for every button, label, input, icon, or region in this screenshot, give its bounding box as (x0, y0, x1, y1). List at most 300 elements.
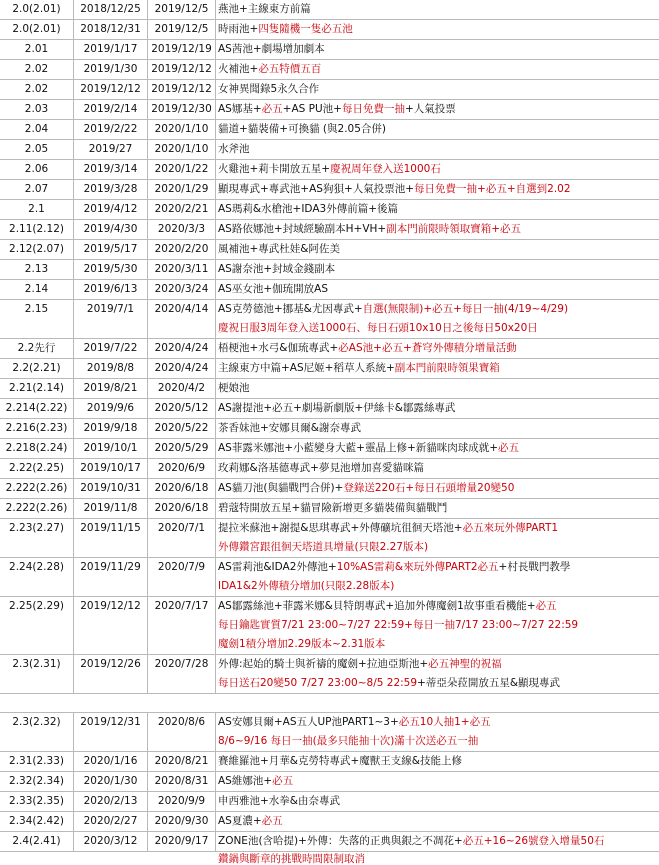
content-text: 賽維羅池+月華&克勞特專武+魔獸王支線&技能上修 (218, 755, 462, 767)
end-date-cell (148, 280, 216, 299)
start-date-cell (74, 100, 148, 119)
table-row (0, 479, 659, 499)
start-date-cell (74, 359, 148, 378)
content-line (218, 655, 502, 674)
version-cell (0, 597, 74, 654)
highlight-text: 副本門前限時領果寶箱 (394, 362, 500, 374)
version-cell (0, 439, 74, 458)
start-date-cell (74, 597, 148, 654)
highlight-text: 必五+16~26號登入增量50石 (462, 835, 605, 847)
start-date-cell-text: 2019/7/1 (86, 303, 135, 315)
content-text: 外傳:起始的騎士與祈禱的魔劍+拉迪亞斯池+ (218, 658, 429, 670)
start-date-cell-text: 2018/12/31 (80, 23, 141, 35)
table-row (0, 339, 659, 359)
start-date-cell (74, 792, 148, 811)
content-cell (216, 240, 659, 259)
version-cell (0, 359, 74, 378)
version-cell-text: 2.0(2.01) (12, 3, 61, 15)
version-cell-text: 2.04 (24, 123, 49, 135)
table-row (0, 459, 659, 479)
content-line (218, 20, 353, 39)
start-date-cell-text: 2019/5/17 (83, 243, 138, 255)
highlight-text: 必五10人抽1+必五 (398, 716, 491, 728)
end-date-cell (148, 20, 216, 39)
end-date-cell-text: 2020/9/9 (157, 795, 206, 807)
end-date-cell-text: 2020/8/31 (154, 775, 209, 787)
end-date-cell-text: 2020/5/12 (154, 402, 209, 414)
content-text: 時雨池+ (218, 23, 259, 35)
version-cell (0, 459, 74, 478)
version-cell-text: 2.14 (24, 283, 49, 295)
end-date-cell-text: 2020/2/20 (154, 243, 209, 255)
start-date-cell-text: 2019/12/12 (80, 600, 141, 612)
end-date-cell (148, 80, 216, 99)
version-cell-text: 2.3(2.31) (12, 658, 61, 670)
highlight-text: 必AS池+必五+蒼穹外傳積分增量活動 (338, 342, 517, 354)
end-date-cell-text: 2020/9/17 (154, 835, 209, 847)
version-cell (0, 419, 74, 438)
start-date-cell-text: 2019/3/28 (83, 183, 138, 195)
version-cell (0, 752, 74, 771)
cutoff-row-text: 鑽鍋與斷章的挑戰時間限制取消 (218, 853, 365, 865)
version-cell-text: 2.1 (28, 203, 45, 215)
highlight-text: 副本門前限時領取寶箱+必五 (386, 223, 522, 235)
version-cell (0, 499, 74, 518)
end-date-cell-text: 2020/2/21 (154, 203, 209, 215)
end-date-cell (148, 339, 216, 358)
highlight-text: 每日鑰匙實質7/21 23:00~7/27 22:59+每日一抽7/17 23:00~7/27 22:59 (218, 619, 579, 631)
start-date-cell-text: 2019/11/15 (80, 522, 141, 534)
content-line (218, 160, 441, 179)
content-text: 申西雅池+水拳&由奈專武 (218, 795, 340, 807)
start-date-cell-text: 2020/3/12 (83, 835, 138, 847)
end-date-cell-text: 2020/3/11 (154, 263, 209, 275)
content-line (218, 616, 578, 635)
end-date-cell-text: 2020/3/3 (157, 223, 206, 235)
version-cell-text: 2.3(2.32) (12, 716, 61, 728)
highlight-text: 必五神聖的祝福 (428, 658, 502, 670)
end-date-cell-text: 2020/5/29 (154, 442, 209, 454)
end-date-cell (148, 792, 216, 811)
highlight-text: 每日免費一抽 (341, 103, 405, 115)
start-date-cell (74, 180, 148, 199)
table-row (0, 597, 659, 655)
highlight-text: 10%AS雷莉&來玩外傳PART2必五 (336, 561, 499, 573)
end-date-cell (148, 379, 216, 398)
table-row (0, 200, 659, 220)
start-date-cell-text: 2019/8/8 (86, 362, 135, 374)
highlight-text: 外傳鑽宮跟徂徊天塔道具增量(只限2.27版本) (218, 541, 429, 553)
start-date-cell (74, 80, 148, 99)
content-cell (216, 399, 659, 418)
start-date-cell-text: 2020/1/16 (83, 755, 138, 767)
content-cell (216, 752, 659, 771)
version-cell-text: 2.22(2.25) (9, 462, 64, 474)
version-cell (0, 519, 74, 557)
end-date-cell-text: 2020/8/6 (157, 716, 206, 728)
content-text: 風補池+專武杜娃&阿佐美 (218, 243, 340, 255)
start-date-cell (74, 655, 148, 693)
version-cell (0, 120, 74, 139)
end-date-cell (148, 359, 216, 378)
content-cell (216, 100, 659, 119)
end-date-cell (148, 519, 216, 557)
content-line (218, 260, 335, 279)
table-row (0, 260, 659, 280)
content-text: AS謝提池+必五+劇場新劇版+伊絲卡&鄒露絲專武 (218, 402, 456, 414)
content-cell (216, 419, 659, 438)
table-row (0, 160, 659, 180)
table-row (0, 140, 659, 160)
start-date-cell-text: 2019/11/29 (80, 561, 141, 573)
start-date-cell (74, 60, 148, 79)
table-row (0, 240, 659, 260)
highlight-text: IDA1&2外傳積分增加(只限2.28版本) (218, 580, 395, 592)
start-date-cell (74, 140, 148, 159)
end-date-cell (148, 812, 216, 831)
content-line (218, 40, 325, 59)
version-cell-text: 2.24(2.28) (9, 561, 64, 573)
end-date-cell (148, 100, 216, 119)
version-cell (0, 300, 74, 338)
start-date-cell (74, 160, 148, 179)
content-text: AS謝奈池+封域金錢副本 (218, 263, 336, 275)
start-date-cell-text: 2019/4/12 (83, 203, 138, 215)
content-line (218, 220, 521, 239)
patch-table-continued (0, 712, 659, 852)
end-date-cell-text: 2020/1/29 (154, 183, 209, 195)
end-date-cell-text: 2020/6/18 (154, 502, 209, 514)
table-row (0, 0, 659, 20)
version-cell-text: 2.03 (24, 103, 49, 115)
content-text: AS貓刀池(與貓戰門合併)+ (218, 482, 344, 494)
content-text: +AS PU池+ (282, 103, 342, 115)
end-date-cell-text: 2019/12/19 (151, 43, 212, 55)
content-line (218, 732, 478, 751)
end-date-cell-text: 2020/4/2 (157, 382, 206, 394)
version-cell (0, 379, 74, 398)
start-date-cell-text: 2019/12/31 (80, 716, 141, 728)
version-cell-text: 2.12(2.07) (9, 243, 64, 255)
content-text: 貓道+貓裝備+可換貓 (與2.05合併) (218, 123, 387, 135)
content-text: AS娜基+ (218, 103, 262, 115)
content-text: 提拉米蘇池+謝提&思琪專武+外傳礦坑徂徊天塔池+ (218, 522, 463, 534)
content-cell (216, 0, 659, 19)
content-text: 梗娘池 (218, 382, 250, 394)
content-line (218, 419, 361, 438)
content-text: 茶香妹池+安娜貝爾&謝奈專武 (218, 422, 361, 434)
start-date-cell (74, 220, 148, 239)
table-row (0, 792, 659, 812)
content-text: 碧蔻特開放五星+貓冒險新增更多貓裝備與貓戰鬥 (218, 502, 448, 514)
table-row (0, 280, 659, 300)
end-date-cell (148, 260, 216, 279)
start-date-cell-text: 2019/6/13 (83, 283, 138, 295)
start-date-cell-text: 2019/12/12 (80, 83, 141, 95)
start-date-cell-text: 2019/12/26 (80, 658, 141, 670)
start-date-cell (74, 240, 148, 259)
content-line (218, 832, 604, 851)
version-cell-text: 2.214(2.22) (5, 402, 68, 414)
content-text: +村長戰門教學 (498, 561, 571, 573)
version-cell-text: 2.05 (24, 143, 49, 155)
content-text: AS菲露米娜池+小藍變身大藍+靈晶上修+新貓咪肉球成就+ (218, 442, 499, 454)
start-date-cell-text: 2019/5/30 (83, 263, 138, 275)
start-date-cell (74, 419, 148, 438)
content-cell (216, 220, 659, 239)
table-row (0, 655, 659, 694)
end-date-cell-text: 2019/12/5 (154, 3, 209, 15)
content-line (218, 80, 319, 99)
end-date-cell-text: 2019/12/12 (151, 83, 212, 95)
content-cell (216, 160, 659, 179)
end-date-cell (148, 772, 216, 791)
content-line (218, 379, 250, 398)
table-row (0, 40, 659, 60)
version-cell-text: 2.222(2.26) (5, 502, 68, 514)
table-row (0, 300, 659, 339)
content-cell (216, 479, 659, 498)
end-date-cell-text: 2020/6/18 (154, 482, 209, 494)
content-cell (216, 792, 659, 811)
content-cell (216, 339, 659, 358)
end-date-cell (148, 399, 216, 418)
content-cell (216, 379, 659, 398)
highlight-text: 每日免費一抽+必五+自選到2.02 (414, 183, 571, 195)
highlight-text: 每日送石20變50 7/27 23:00~8/5 22:59 (218, 677, 418, 689)
table-row (0, 419, 659, 439)
content-text: AS安娜貝爾+AS五人UP池PART1~3+ (218, 716, 399, 728)
highlight-text: 慶祝日服3周年登入送1000石、每日石頭10x10日之後每日50x20日 (218, 322, 538, 334)
version-cell (0, 200, 74, 219)
table-row (0, 752, 659, 772)
version-cell-text: 2.4(2.41) (12, 835, 61, 847)
content-line (218, 200, 398, 219)
content-line (218, 812, 283, 831)
highlight-text: 必五 (261, 103, 283, 115)
highlight-text: 四隻隨機一隻必五池 (258, 23, 353, 35)
highlight-text: 自選(無限制)+必五+每日一抽(4/19~4/29) (362, 303, 569, 315)
version-cell-text: 2.2(2.21) (12, 362, 61, 374)
table-row (0, 379, 659, 399)
content-line (218, 280, 328, 299)
start-date-cell (74, 439, 148, 458)
table-row (0, 772, 659, 792)
content-cell (216, 280, 659, 299)
version-cell-text: 2.222(2.26) (5, 482, 68, 494)
content-cell (216, 200, 659, 219)
start-date-cell-text: 2019/10/17 (80, 462, 141, 474)
start-date-cell-text: 2019/4/30 (83, 223, 138, 235)
version-cell (0, 20, 74, 39)
version-cell (0, 100, 74, 119)
version-cell (0, 240, 74, 259)
start-date-cell (74, 0, 148, 19)
version-cell (0, 479, 74, 498)
version-cell-text: 2.02 (24, 83, 49, 95)
start-date-cell (74, 499, 148, 518)
content-cell (216, 459, 659, 478)
start-date-cell-text: 2020/2/13 (83, 795, 138, 807)
start-date-cell (74, 752, 148, 771)
end-date-cell (148, 752, 216, 771)
table-row (0, 120, 659, 140)
version-cell (0, 260, 74, 279)
version-cell-text: 2.31(2.33) (9, 755, 64, 767)
end-date-cell-text: 2020/1/22 (154, 163, 209, 175)
end-date-cell (148, 832, 216, 851)
end-date-cell (148, 713, 216, 751)
version-cell-text: 2.0(2.01) (12, 23, 61, 35)
end-date-cell-text: 2020/7/9 (157, 561, 206, 573)
start-date-cell-text: 2019/3/14 (83, 163, 138, 175)
content-text: AS茜池+劇場增加劇本 (218, 43, 325, 55)
end-date-cell-text: 2019/12/12 (151, 63, 212, 75)
highlight-text: 8/6~9/16 每日一抽(最多只能抽十次)滿十次送必五一抽 (218, 735, 479, 747)
version-cell (0, 140, 74, 159)
content-line (218, 319, 538, 338)
content-line (218, 140, 250, 159)
highlight-text: 必五來玩外傳PART1 (462, 522, 559, 534)
end-date-cell-text: 2020/4/14 (154, 303, 209, 315)
content-text: 顯現專武+專武池+AS狗狽+人氣投票池+ (218, 183, 415, 195)
version-cell (0, 812, 74, 831)
highlight-text: 必五 (261, 815, 283, 827)
content-line (218, 0, 311, 19)
end-date-cell (148, 60, 216, 79)
start-date-cell (74, 280, 148, 299)
end-date-cell-text: 2020/8/21 (154, 755, 209, 767)
table-gap (0, 694, 659, 712)
content-cell (216, 832, 659, 851)
start-date-cell (74, 772, 148, 791)
start-date-cell (74, 300, 148, 338)
version-cell (0, 655, 74, 693)
table-row (0, 100, 659, 120)
highlight-text: 必五 (498, 442, 520, 454)
content-line (218, 558, 570, 577)
end-date-cell (148, 479, 216, 498)
highlight-text: 必五 (272, 775, 294, 787)
start-date-cell (74, 713, 148, 751)
start-date-cell (74, 120, 148, 139)
content-line (218, 635, 385, 654)
content-text: 女神異聞錄5永久合作 (218, 83, 320, 95)
start-date-cell (74, 399, 148, 418)
highlight-text: 必五 (535, 600, 557, 612)
content-line (218, 752, 462, 771)
content-text: +蒂亞朵菈開放五星&顯現專武 (417, 677, 561, 689)
content-line (218, 359, 500, 378)
version-cell-text: 2.21(2.14) (9, 382, 64, 394)
start-date-cell (74, 459, 148, 478)
version-cell-text: 2.25(2.29) (9, 600, 64, 612)
start-date-cell (74, 519, 148, 557)
end-date-cell (148, 597, 216, 654)
content-cell (216, 597, 659, 654)
table-row (0, 220, 659, 240)
end-date-cell (148, 655, 216, 693)
content-line (218, 120, 386, 139)
content-cell (216, 120, 659, 139)
content-line (218, 60, 321, 79)
start-date-cell (74, 832, 148, 851)
version-cell (0, 792, 74, 811)
version-cell (0, 160, 74, 179)
highlight-text: 登錄送220石+每日石頭增量20變50 (343, 482, 515, 494)
version-cell-text: 2.216(2.23) (5, 422, 68, 434)
version-cell-text: 2.01 (24, 43, 49, 55)
version-cell (0, 772, 74, 791)
version-cell (0, 60, 74, 79)
start-date-cell (74, 200, 148, 219)
highlight-text: 魔劍1積分增加2.29版本~2.31版本 (218, 638, 386, 650)
end-date-cell (148, 558, 216, 596)
end-date-cell-text: 2020/7/28 (154, 658, 209, 670)
end-date-cell (148, 180, 216, 199)
version-cell-text: 2.23(2.27) (9, 522, 64, 534)
content-text: AS雷莉池&IDA2外傳池+ (218, 561, 337, 573)
version-cell (0, 280, 74, 299)
start-date-cell-text: 2019/9/18 (83, 422, 138, 434)
content-line (218, 300, 568, 319)
end-date-cell (148, 140, 216, 159)
start-date-cell-text: 2019/9/6 (86, 402, 135, 414)
end-date-cell (148, 200, 216, 219)
version-cell-text: 2.06 (24, 163, 49, 175)
version-cell (0, 0, 74, 19)
version-cell-text: 2.07 (24, 183, 49, 195)
content-text: 水斧池 (218, 143, 250, 155)
content-line (218, 713, 491, 732)
version-cell-text: 2.2先行 (17, 342, 56, 354)
content-text: AS路依娜池+封域經驗副本H+VH+ (218, 223, 387, 235)
end-date-cell-text: 2020/4/24 (154, 362, 209, 374)
content-line (218, 772, 293, 791)
end-date-cell (148, 160, 216, 179)
end-date-cell-text: 2020/7/17 (154, 600, 209, 612)
end-date-cell-text: 2020/6/9 (157, 462, 206, 474)
end-date-cell-text: 2019/12/30 (151, 103, 212, 115)
content-cell (216, 20, 659, 39)
table-row (0, 519, 659, 558)
content-cell (216, 60, 659, 79)
start-date-cell (74, 20, 148, 39)
content-text: 主線東方中篇+AS尼姬+稻草人系統+ (218, 362, 395, 374)
start-date-cell-text: 2020/1/30 (83, 775, 138, 787)
start-date-cell (74, 40, 148, 59)
end-date-cell (148, 120, 216, 139)
version-cell (0, 220, 74, 239)
end-date-cell (148, 419, 216, 438)
end-date-cell (148, 0, 216, 19)
start-date-cell-text: 2019/11/8 (83, 502, 138, 514)
table-row (0, 558, 659, 597)
highlight-text: 必五特價五百 (258, 63, 322, 75)
content-line (218, 459, 424, 478)
content-cell (216, 812, 659, 831)
end-date-cell-text: 2019/12/5 (154, 23, 209, 35)
content-text: +人氣投票 (404, 103, 456, 115)
content-text: AS維娜池+ (218, 775, 273, 787)
version-cell (0, 180, 74, 199)
start-date-cell-text: 2019/7/22 (83, 342, 138, 354)
content-text: 燕池+主線東方前篇 (218, 3, 311, 15)
content-text: ZONE池(含哈提)+外傳：失落的正典與銀之不凋花+ (218, 835, 463, 847)
end-date-cell (148, 220, 216, 239)
content-text: AS巫女池+伽琉開放AS (218, 283, 328, 295)
content-cell (216, 80, 659, 99)
